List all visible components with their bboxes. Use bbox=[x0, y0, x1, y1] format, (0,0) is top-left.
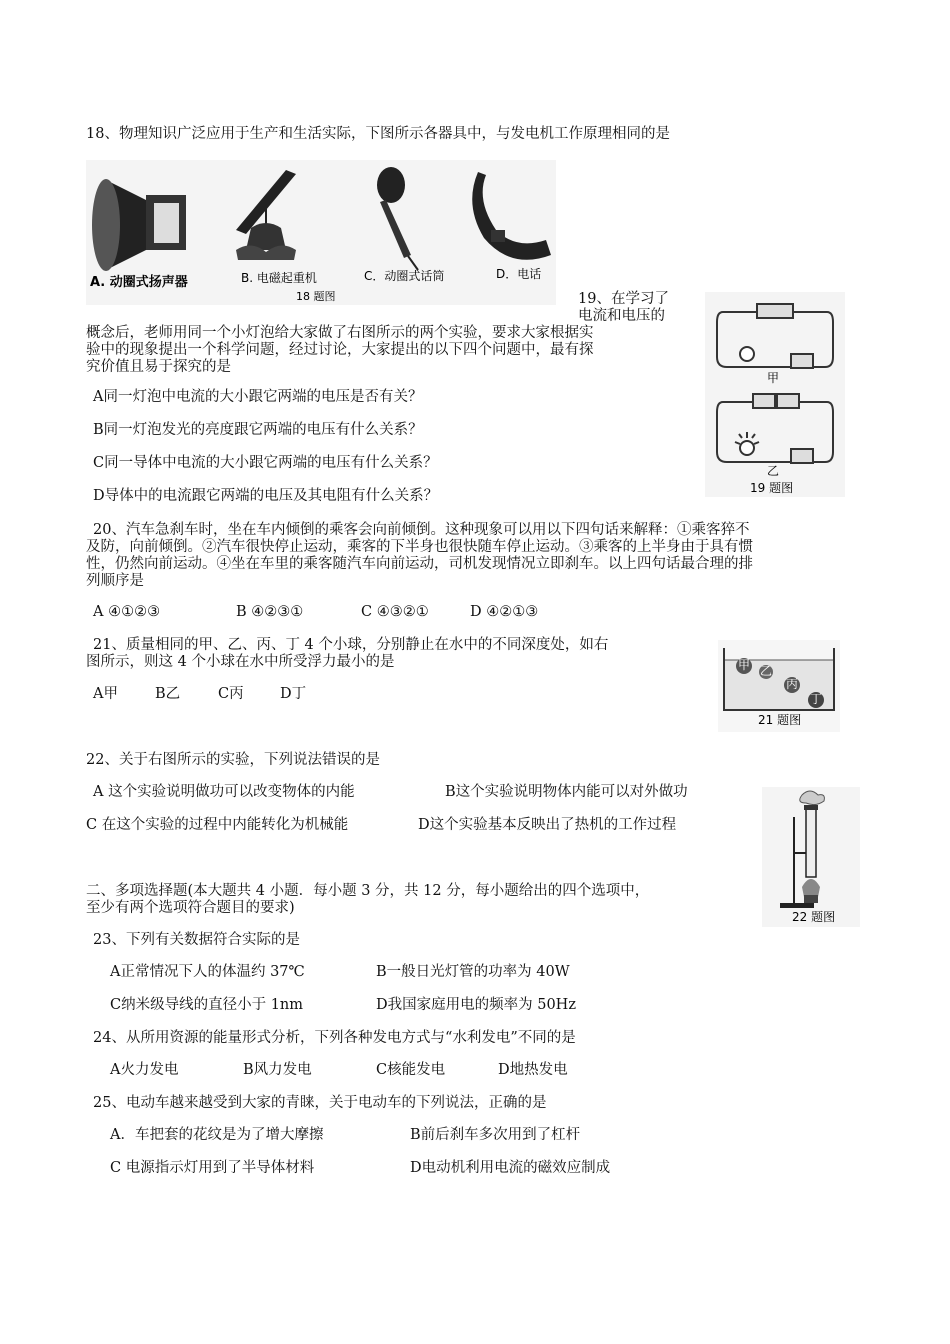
q22-caption: 22 题图 bbox=[792, 910, 836, 924]
q21-line2: 图所示，则这 4 个小球在水中所受浮力最小的是 bbox=[86, 654, 395, 670]
q23-option-a: A正常情况下人的体温约 37℃ bbox=[110, 964, 305, 980]
q23-option-d: D我国家庭用电的频率为 50Hz bbox=[376, 997, 576, 1013]
q20-option-a: A ④①②③ bbox=[93, 604, 161, 620]
q22-option-b: B这个实验说明物体内能可以对外做功 bbox=[445, 784, 688, 800]
q19-option-c: C同一导体中电流的大小跟它两端的电压有什么关系？ bbox=[93, 455, 438, 471]
ball-yi: 乙 bbox=[759, 664, 773, 678]
q19-line2: 电流和电压的 bbox=[578, 308, 665, 324]
label-a: A. 动圈式扬声器 bbox=[90, 275, 188, 290]
q18-caption: 18 题图 bbox=[296, 290, 336, 303]
q21-figure bbox=[718, 640, 840, 732]
q22-option-a: A 这个实验说明做功可以改变物体的内能 bbox=[93, 784, 355, 800]
q25-option-d: D电动机利用电流的磁效应制成 bbox=[410, 1160, 611, 1176]
q24-option-a: A火力发电 bbox=[110, 1062, 179, 1078]
q19-line3: 概念后，老师用同一个小灯泡给大家做了右图所示的两个实验，要求大家根据实 bbox=[86, 325, 594, 341]
q23-option-c: C纳米级导线的直径小于 1nm bbox=[110, 997, 304, 1013]
q25-stem: 25、电动车越来越受到大家的青睐，关于电动车的下列说法，正确的是 bbox=[93, 1095, 547, 1111]
q18-stem: 18、物理知识广泛应用于生产和生活实际，下图所示各器具中，与发电机工作原理相同的是 bbox=[86, 126, 670, 142]
q21-caption: 21 题图 bbox=[758, 713, 802, 727]
q19-option-b: B同一灯泡发光的亮度跟它两端的电压有什么关系？ bbox=[93, 422, 423, 438]
q19-caption: 19 题图 bbox=[750, 481, 794, 495]
q19-line5: 究价值且易于探究的是 bbox=[86, 359, 231, 375]
q22-option-c: C 在这个实验的过程中内能转化为机械能 bbox=[86, 817, 349, 833]
q24-option-d: D地热发电 bbox=[498, 1062, 568, 1078]
circuit-b-label: 乙 bbox=[767, 464, 780, 478]
q20-option-b: B ④②③① bbox=[236, 604, 304, 620]
section2-line1: 二、多项选择题(本大题共 4 小题．每小题 3 分，共 12 分，每小题给出的四个选项中， bbox=[86, 883, 650, 899]
q22-figure bbox=[762, 787, 860, 927]
q25-option-a: A．车把套的花纹是为了增大摩擦 bbox=[110, 1127, 324, 1143]
q20-line4: 列顺序是 bbox=[86, 573, 144, 589]
q21-line1: 21、质量相同的甲、乙、丙、丁 4 个小球，分别静止在水中的不同深度处，如右 bbox=[93, 637, 609, 653]
q19-line4: 验中的现象提出一个科学问题，经过讨论，大家提出的以下四个问题中，最有探 bbox=[86, 342, 594, 358]
circuit-a-label: 甲 bbox=[767, 371, 780, 385]
q23-stem: 23、下列有关数据符合实际的是 bbox=[93, 932, 300, 948]
q24-option-b: B风力发电 bbox=[243, 1062, 312, 1078]
q25-option-b: B前后刹车多次用到了杠杆 bbox=[410, 1127, 581, 1143]
ball-jia: 甲 bbox=[737, 658, 751, 672]
q23-option-b: B一般日光灯管的功率为 40W bbox=[376, 964, 570, 980]
q21-option-d: D丁 bbox=[280, 686, 307, 702]
q20-option-d: D ④②①③ bbox=[470, 604, 539, 620]
q22-option-d: D这个实验基本反映出了热机的工作过程 bbox=[418, 817, 677, 833]
section2-line2: 至少有两个选项符合题目的要求) bbox=[86, 900, 295, 916]
q21-option-b: B乙 bbox=[155, 686, 181, 702]
ball-ding: 丁 bbox=[809, 692, 823, 706]
label-c: C．动圈式话筒 bbox=[364, 269, 445, 283]
q21-option-c: C丙 bbox=[218, 686, 244, 702]
q19-option-d: D导体中的电流跟它两端的电压及其电阻有什么关系？ bbox=[93, 488, 439, 504]
ball-bing: 丙 bbox=[785, 677, 799, 691]
q18-figure bbox=[86, 160, 556, 305]
q19-figure bbox=[705, 292, 845, 497]
q20-line3: 性，仍然向前运动。④坐在车里的乘客随汽车向前运动，司机发现情况立即刹车。以上四句话最合理的排 bbox=[86, 556, 753, 572]
q21-option-a: A甲 bbox=[93, 686, 118, 702]
label-b: B. 电磁起重机 bbox=[241, 271, 317, 285]
q20-option-c: C ④③②① bbox=[361, 604, 429, 620]
q20-line1: 20、汽车急刹车时，坐在车内倾倒的乘客会向前倾倒。这种现象可以用以下四句话来解释：①乘客猝不 bbox=[93, 522, 750, 538]
label-d: D．电话 bbox=[496, 267, 542, 281]
q19-line1: 19、在学习了 bbox=[578, 291, 669, 307]
q19-option-a: A同一灯泡中电流的大小跟它两端的电压是否有关？ bbox=[93, 389, 423, 405]
q22-stem: 22、关于右图所示的实验，下列说法错误的是 bbox=[86, 752, 380, 768]
q24-stem: 24、从所用资源的能量形式分析，下列各种发电方式与“水利发电”不同的是 bbox=[93, 1030, 576, 1046]
q25-option-c: C 电源指示灯用到了半导体材料 bbox=[110, 1160, 315, 1176]
q20-line2: 及防，向前倾倒。②汽车很快停止运动，乘客的下半身也很快随车停止运动。③乘客的上半身由于具有惯 bbox=[86, 539, 753, 555]
q24-option-c: C核能发电 bbox=[376, 1062, 446, 1078]
